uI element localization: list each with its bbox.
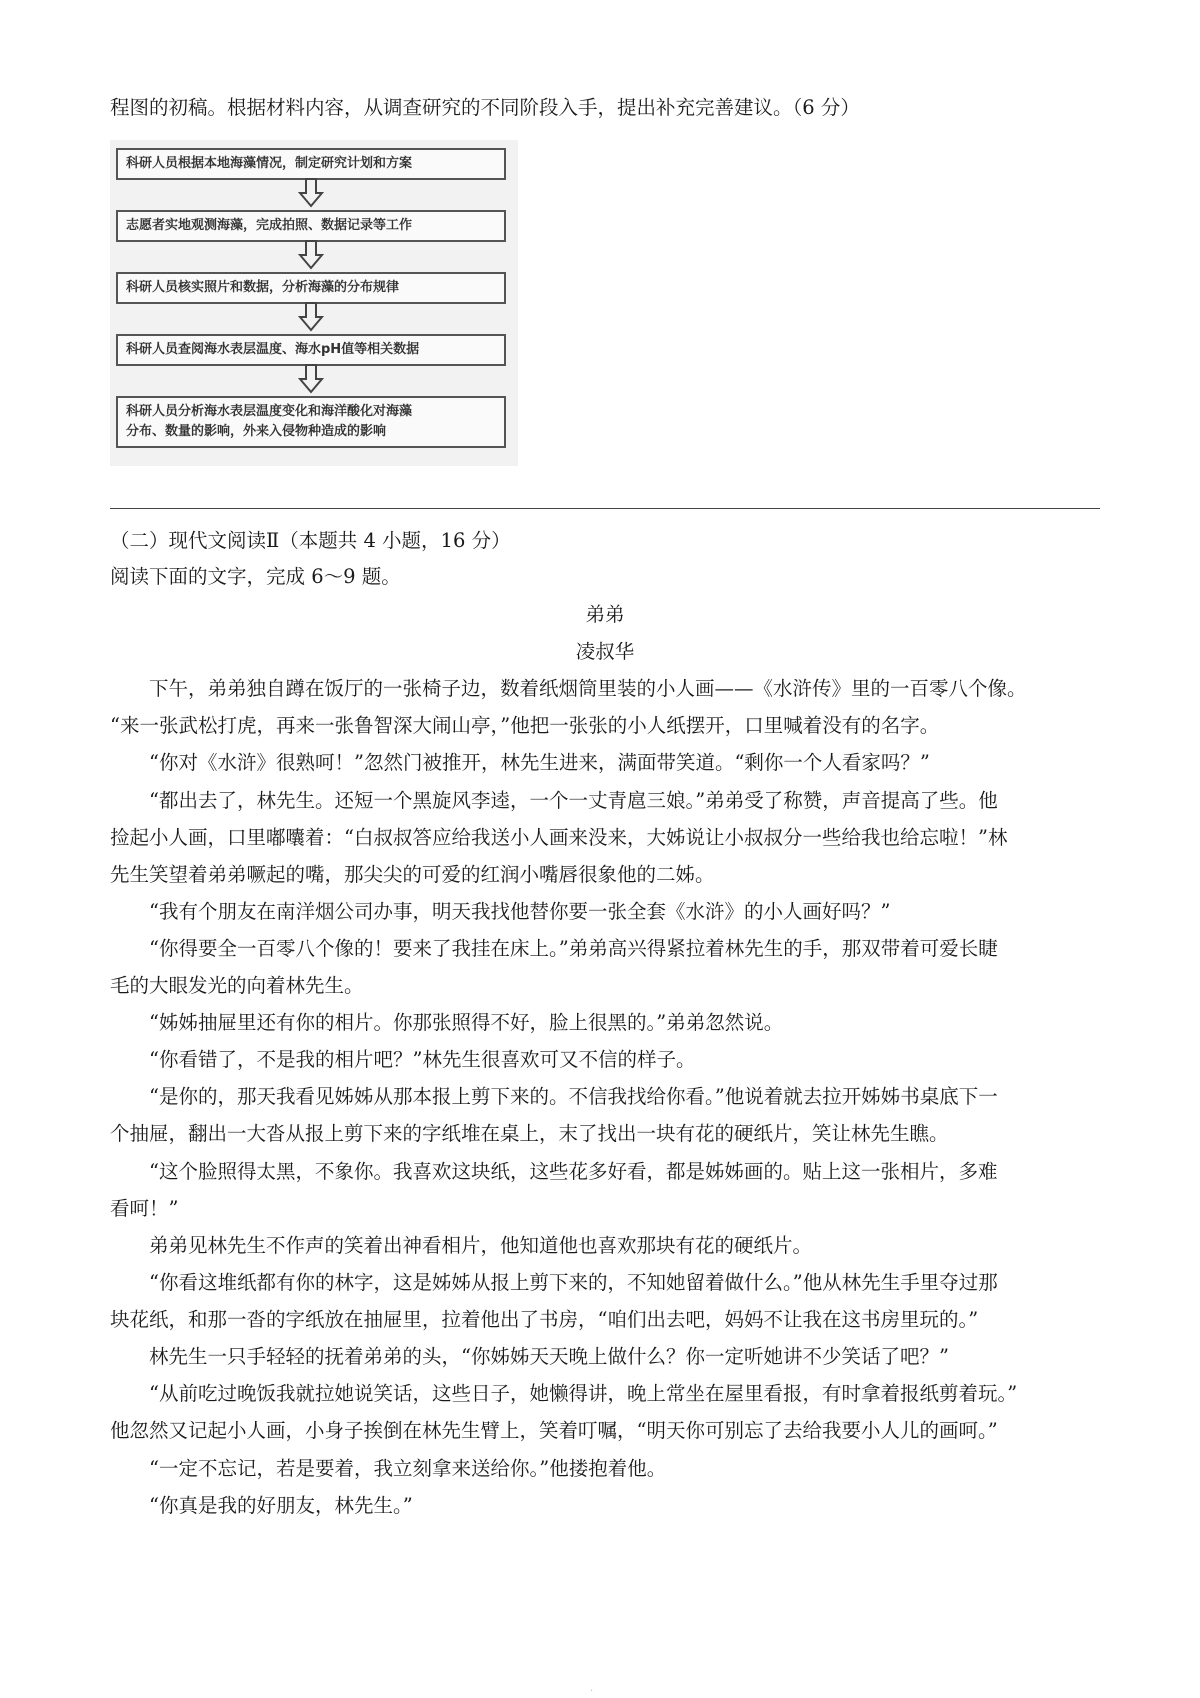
down-arrow-icon [298,240,324,270]
passage-line: 块花纸，和那一沓的字纸放在抽屉里，拉着他出了书房，“咱们出去吧，妈妈不让我在这书房里玩的。” [110,1308,979,1331]
passage-line: “你对《水浒》很熟呵！”忽然门被推开，林先生进来，满面带笑道。“剩你一个人看家吗？” [110,751,930,774]
down-arrow-icon [298,178,324,208]
passage-line: “来一张武松打虎，再来一张鲁智深大闹山亭，”他把一张张的小人纸摆开，口里喊着没有的名字。 [110,714,940,737]
section-heading: （二）现代文阅读Ⅱ（本题共 4 小题，16 分） [110,529,511,552]
passage-author: 凌叔华 [575,640,635,663]
flowchart-step-3: 科研人员核实照片和数据，分析海藻的分布规律 [116,272,506,304]
down-arrow-icon [298,302,324,332]
separator-line [110,508,1100,509]
flowchart-step-1: 科研人员根据本地海藻情况，制定研究计划和方案 [116,148,506,180]
flowchart-step-5 [116,396,506,448]
passage-title: 弟弟 [585,603,625,626]
flowchart-step-2: 志愿者实地观测海藻，完成拍照、数据记录等工作 [116,210,506,242]
passage-line: “我有个朋友在南洋烟公司办事，明天我找他替你要一张全套《水浒》的小人画好吗？” [110,900,891,923]
passage-line: “姊姊抽屉里还有你的相片。你那张照得不好，脸上很黑的。”弟弟忽然说。 [110,1011,784,1034]
passage-line: 弟弟见林先生不作声的笑着出神看相片，他知道他也喜欢那块有花的硬纸片。 [110,1234,813,1257]
passage-line: “你看错了，不是我的相片吧？”林先生很喜欢可又不信的样子。 [110,1048,696,1071]
section-instruction: 阅读下面的文字，完成 6～9 题。 [110,565,401,588]
passage-line: “从前吃过晚饭我就拉她说笑话，这些日子，她懒得讲，晚上常坐在屋里看报，有时拿着报纸剪着玩。” [110,1382,1018,1405]
passage-line: “你得要全一百零八个像的！要来了我挂在床上。”弟弟高兴得紧拉着林先生的手，那双带着可爱长睫 [110,937,998,960]
passage-line: 捡起小人画，口里嘟囔着：“白叔叔答应给我送小人画来没来，大姊说让小叔叔分一些给我也给忘啦！”林 [110,826,1008,849]
passage-line: 下午，弟弟独自蹲在饭厅的一张椅子边，数着纸烟筒里装的小人画——《水浒传》里的一百零八个像。 [110,677,1027,700]
down-arrow-icon [298,364,324,394]
passage-line: “都出去了，林先生。还短一个黑旋风李逵，一个一丈青扈三娘。”弟弟受了称赞，声音提高了些。他 [110,789,998,812]
passage-line: 先生笑望着弟弟噘起的嘴，那尖尖的可爱的红润小嘴唇很象他的二姊。 [110,863,715,886]
flowchart-step-4: 科研人员查阅海水表层温度、海水pH值等相关数据 [116,334,506,366]
passage-line: “你看这堆纸都有你的林字，这是姊姊从报上剪下来的，不知她留着做什么。”他从林先生手里夺过那 [110,1271,998,1294]
passage-line: 毛的大眼发光的向着林先生。 [110,974,364,997]
passage-line: 个抽屉，翻出一大沓从报上剪下来的字纸堆在桌上，末了找出一块有花的硬纸片，笑让林先生瞧。 [110,1122,949,1145]
flowchart-step-5-line-2: 分布、数量的影响，外来入侵物种造成的影响 [126,424,387,439]
passage-line: “这个脸照得太黑，不象你。我喜欢这块纸，这些花多好看，都是姊姊画的。贴上这一张相片，多难 [110,1160,998,1183]
passage-line: “是你的，那天我看见姊姊从那本报上剪下来的。不信我找给你看。”他说着就去拉开姊姊书桌底下一 [110,1085,998,1108]
flowchart-step-5-line-1: 科研人员分析海水表层温度变化和海洋酸化对海藻 [126,404,413,419]
footer-mark: . [590,1683,594,1694]
flowchart [110,140,518,466]
question-intro-line: 程图的初稿。根据材料内容，从调查研究的不同阶段入手，提出补充完善建议。（6 分） [110,96,860,119]
passage-line: “你真是我的好朋友，林先生。” [110,1494,413,1517]
passage-line: 看呵！” [110,1197,179,1220]
passage-line: “一定不忘记，若是要着，我立刻拿来送给你。”他搂抱着他。 [110,1457,667,1480]
passage-line: 林先生一只手轻轻的抚着弟弟的头，“你姊姊天天晚上做什么？你一定听她讲不少笑话了吧？” [110,1345,949,1368]
passage-line: 他忽然又记起小人画，小身子挨倒在林先生臂上，笑着叮嘱，“明天你可别忘了去给我要小人儿的画呵。” [110,1419,998,1442]
